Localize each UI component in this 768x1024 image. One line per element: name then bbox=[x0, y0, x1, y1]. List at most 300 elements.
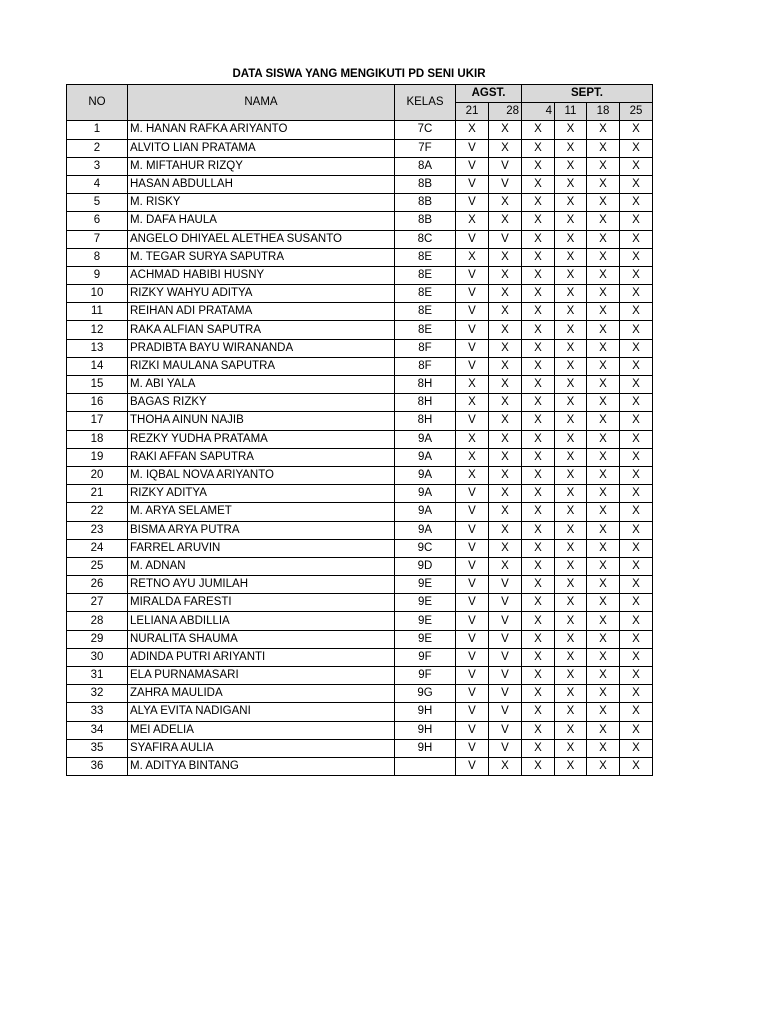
cell-attendance[interactable]: X bbox=[522, 466, 555, 484]
cell-no[interactable]: 30 bbox=[67, 648, 128, 666]
cell-no[interactable]: 29 bbox=[67, 630, 128, 648]
cell-attendance[interactable]: X bbox=[620, 175, 653, 193]
cell-attendance[interactable]: X bbox=[555, 757, 587, 775]
header-month-agst[interactable]: AGST. bbox=[456, 85, 522, 103]
cell-attendance[interactable]: X bbox=[587, 485, 620, 503]
cell-nama[interactable]: HASAN ABDULLAH bbox=[128, 175, 395, 193]
cell-attendance[interactable]: X bbox=[620, 503, 653, 521]
cell-kelas[interactable]: 9E bbox=[395, 630, 456, 648]
cell-attendance[interactable]: X bbox=[489, 557, 522, 575]
cell-kelas[interactable]: 9A bbox=[395, 448, 456, 466]
cell-nama[interactable]: RIZKY WAHYU ADITYA bbox=[128, 285, 395, 303]
cell-attendance[interactable]: X bbox=[555, 503, 587, 521]
cell-attendance[interactable]: X bbox=[522, 667, 555, 685]
cell-no[interactable]: 27 bbox=[67, 594, 128, 612]
cell-attendance[interactable]: X bbox=[555, 485, 587, 503]
cell-attendance[interactable]: V bbox=[456, 194, 489, 212]
cell-attendance[interactable]: X bbox=[489, 412, 522, 430]
cell-attendance[interactable]: X bbox=[620, 721, 653, 739]
cell-attendance[interactable]: X bbox=[620, 285, 653, 303]
cell-attendance[interactable]: V bbox=[489, 630, 522, 648]
cell-attendance[interactable]: X bbox=[489, 539, 522, 557]
cell-attendance[interactable]: V bbox=[456, 648, 489, 666]
cell-kelas[interactable]: 9F bbox=[395, 648, 456, 666]
cell-attendance[interactable]: X bbox=[489, 357, 522, 375]
cell-attendance[interactable]: X bbox=[522, 139, 555, 157]
cell-attendance[interactable]: X bbox=[522, 194, 555, 212]
cell-attendance[interactable]: X bbox=[620, 466, 653, 484]
cell-attendance[interactable]: X bbox=[555, 266, 587, 284]
cell-no[interactable]: 28 bbox=[67, 612, 128, 630]
cell-kelas[interactable]: 8E bbox=[395, 321, 456, 339]
cell-attendance[interactable]: X bbox=[620, 448, 653, 466]
cell-no[interactable]: 33 bbox=[67, 703, 128, 721]
cell-attendance[interactable]: V bbox=[489, 175, 522, 193]
cell-attendance[interactable]: X bbox=[587, 739, 620, 757]
cell-attendance[interactable]: X bbox=[587, 612, 620, 630]
cell-attendance[interactable]: X bbox=[522, 648, 555, 666]
cell-attendance[interactable]: X bbox=[522, 339, 555, 357]
cell-attendance[interactable]: V bbox=[456, 612, 489, 630]
cell-attendance[interactable]: V bbox=[456, 630, 489, 648]
cell-attendance[interactable]: X bbox=[587, 448, 620, 466]
cell-nama[interactable]: ALVITO LIAN PRATAMA bbox=[128, 139, 395, 157]
cell-nama[interactable]: MEI ADELIA bbox=[128, 721, 395, 739]
cell-attendance[interactable]: X bbox=[489, 194, 522, 212]
cell-attendance[interactable]: X bbox=[620, 121, 653, 139]
cell-attendance[interactable]: X bbox=[620, 194, 653, 212]
cell-attendance[interactable]: X bbox=[555, 339, 587, 357]
cell-attendance[interactable]: X bbox=[522, 430, 555, 448]
cell-nama[interactable]: SYAFIRA AULIA bbox=[128, 739, 395, 757]
cell-attendance[interactable]: X bbox=[587, 466, 620, 484]
cell-attendance[interactable]: X bbox=[587, 557, 620, 575]
cell-nama[interactable]: RAKI AFFAN SAPUTRA bbox=[128, 448, 395, 466]
cell-attendance[interactable]: V bbox=[456, 539, 489, 557]
cell-attendance[interactable]: X bbox=[620, 703, 653, 721]
cell-attendance[interactable]: X bbox=[555, 466, 587, 484]
cell-attendance[interactable]: X bbox=[555, 357, 587, 375]
cell-kelas[interactable]: 9G bbox=[395, 685, 456, 703]
cell-kelas[interactable]: 9F bbox=[395, 667, 456, 685]
cell-attendance[interactable]: X bbox=[555, 394, 587, 412]
cell-attendance[interactable]: X bbox=[620, 685, 653, 703]
cell-attendance[interactable]: X bbox=[587, 266, 620, 284]
header-date[interactable]: 28 bbox=[489, 103, 522, 121]
cell-attendance[interactable]: X bbox=[587, 357, 620, 375]
header-no[interactable]: NO bbox=[67, 85, 128, 121]
cell-attendance[interactable]: X bbox=[489, 248, 522, 266]
cell-no[interactable]: 17 bbox=[67, 412, 128, 430]
cell-kelas[interactable]: 9A bbox=[395, 485, 456, 503]
cell-attendance[interactable]: X bbox=[555, 321, 587, 339]
cell-nama[interactable]: M. RISKY bbox=[128, 194, 395, 212]
cell-kelas[interactable]: 8E bbox=[395, 303, 456, 321]
cell-nama[interactable]: RIZKY ADITYA bbox=[128, 485, 395, 503]
cell-attendance[interactable]: X bbox=[489, 266, 522, 284]
cell-attendance[interactable]: X bbox=[555, 721, 587, 739]
cell-attendance[interactable]: X bbox=[522, 248, 555, 266]
cell-attendance[interactable]: X bbox=[522, 721, 555, 739]
cell-kelas[interactable]: 9H bbox=[395, 721, 456, 739]
cell-attendance[interactable]: X bbox=[587, 521, 620, 539]
cell-no[interactable]: 6 bbox=[67, 212, 128, 230]
cell-no[interactable]: 11 bbox=[67, 303, 128, 321]
cell-attendance[interactable]: X bbox=[620, 230, 653, 248]
cell-attendance[interactable]: V bbox=[456, 757, 489, 775]
cell-attendance[interactable]: V bbox=[456, 266, 489, 284]
cell-attendance[interactable]: X bbox=[489, 521, 522, 539]
cell-attendance[interactable]: X bbox=[620, 630, 653, 648]
cell-nama[interactable]: RIZKI MAULANA SAPUTRA bbox=[128, 357, 395, 375]
cell-attendance[interactable]: X bbox=[522, 739, 555, 757]
cell-attendance[interactable]: V bbox=[456, 303, 489, 321]
header-date[interactable]: 18 bbox=[587, 103, 620, 121]
cell-nama[interactable]: THOHA AINUN NAJIB bbox=[128, 412, 395, 430]
cell-kelas[interactable] bbox=[395, 757, 456, 775]
cell-attendance[interactable]: V bbox=[456, 339, 489, 357]
cell-attendance[interactable]: V bbox=[456, 685, 489, 703]
cell-attendance[interactable]: X bbox=[456, 448, 489, 466]
cell-attendance[interactable]: X bbox=[489, 394, 522, 412]
cell-nama[interactable]: RETNO AYU JUMILAH bbox=[128, 576, 395, 594]
cell-attendance[interactable]: X bbox=[587, 139, 620, 157]
cell-nama[interactable]: NURALITA SHAUMA bbox=[128, 630, 395, 648]
cell-nama[interactable]: M. ADITYA BINTANG bbox=[128, 757, 395, 775]
cell-nama[interactable]: FARREL ARUVIN bbox=[128, 539, 395, 557]
cell-no[interactable]: 15 bbox=[67, 376, 128, 394]
cell-nama[interactable]: LELIANA ABDILLIA bbox=[128, 612, 395, 630]
cell-attendance[interactable]: V bbox=[489, 667, 522, 685]
cell-attendance[interactable]: X bbox=[489, 448, 522, 466]
cell-attendance[interactable]: X bbox=[489, 285, 522, 303]
cell-no[interactable]: 5 bbox=[67, 194, 128, 212]
cell-attendance[interactable]: V bbox=[489, 230, 522, 248]
cell-attendance[interactable]: X bbox=[489, 321, 522, 339]
cell-nama[interactable]: ELA PURNAMASARI bbox=[128, 667, 395, 685]
cell-kelas[interactable]: 8F bbox=[395, 357, 456, 375]
cell-attendance[interactable]: V bbox=[456, 667, 489, 685]
cell-no[interactable]: 20 bbox=[67, 466, 128, 484]
cell-kelas[interactable]: 9A bbox=[395, 503, 456, 521]
cell-attendance[interactable]: X bbox=[587, 430, 620, 448]
cell-attendance[interactable]: X bbox=[587, 412, 620, 430]
cell-attendance[interactable]: X bbox=[522, 376, 555, 394]
cell-attendance[interactable]: X bbox=[522, 357, 555, 375]
cell-nama[interactable]: M. ARYA SELAMET bbox=[128, 503, 395, 521]
cell-no[interactable]: 10 bbox=[67, 285, 128, 303]
cell-attendance[interactable]: X bbox=[620, 266, 653, 284]
cell-attendance[interactable]: X bbox=[522, 757, 555, 775]
cell-attendance[interactable]: X bbox=[456, 430, 489, 448]
cell-attendance[interactable]: X bbox=[522, 121, 555, 139]
cell-attendance[interactable]: X bbox=[587, 703, 620, 721]
cell-attendance[interactable]: X bbox=[620, 321, 653, 339]
cell-no[interactable]: 34 bbox=[67, 721, 128, 739]
cell-attendance[interactable]: V bbox=[489, 739, 522, 757]
cell-attendance[interactable]: X bbox=[587, 248, 620, 266]
cell-attendance[interactable]: X bbox=[555, 557, 587, 575]
cell-kelas[interactable]: 7F bbox=[395, 139, 456, 157]
cell-attendance[interactable]: X bbox=[620, 539, 653, 557]
cell-attendance[interactable]: X bbox=[489, 430, 522, 448]
cell-attendance[interactable]: X bbox=[489, 757, 522, 775]
cell-no[interactable]: 14 bbox=[67, 357, 128, 375]
cell-attendance[interactable]: X bbox=[587, 667, 620, 685]
cell-nama[interactable]: PRADIBTA BAYU WIRANANDA bbox=[128, 339, 395, 357]
cell-kelas[interactable]: 8E bbox=[395, 266, 456, 284]
cell-attendance[interactable]: X bbox=[522, 285, 555, 303]
cell-nama[interactable]: ANGELO DHIYAEL ALETHEA SUSANTO bbox=[128, 230, 395, 248]
cell-no[interactable]: 21 bbox=[67, 485, 128, 503]
cell-attendance[interactable]: V bbox=[456, 157, 489, 175]
cell-no[interactable]: 19 bbox=[67, 448, 128, 466]
cell-attendance[interactable]: X bbox=[555, 121, 587, 139]
cell-no[interactable]: 4 bbox=[67, 175, 128, 193]
cell-attendance[interactable]: X bbox=[489, 485, 522, 503]
cell-attendance[interactable]: X bbox=[522, 394, 555, 412]
cell-nama[interactable]: REIHAN ADI PRATAMA bbox=[128, 303, 395, 321]
cell-attendance[interactable]: X bbox=[587, 230, 620, 248]
header-date[interactable]: 4 bbox=[522, 103, 555, 121]
cell-attendance[interactable]: V bbox=[456, 521, 489, 539]
cell-nama[interactable]: M. ABI YALA bbox=[128, 376, 395, 394]
cell-attendance[interactable]: V bbox=[456, 357, 489, 375]
cell-attendance[interactable]: X bbox=[587, 394, 620, 412]
cell-attendance[interactable]: X bbox=[522, 175, 555, 193]
cell-attendance[interactable]: X bbox=[555, 667, 587, 685]
cell-attendance[interactable]: X bbox=[620, 557, 653, 575]
cell-attendance[interactable]: V bbox=[489, 703, 522, 721]
cell-kelas[interactable]: 8H bbox=[395, 412, 456, 430]
cell-attendance[interactable]: X bbox=[555, 157, 587, 175]
cell-attendance[interactable]: X bbox=[456, 466, 489, 484]
cell-attendance[interactable]: V bbox=[456, 576, 489, 594]
cell-attendance[interactable]: V bbox=[456, 557, 489, 575]
cell-attendance[interactable]: X bbox=[489, 121, 522, 139]
cell-attendance[interactable]: X bbox=[555, 412, 587, 430]
cell-attendance[interactable]: X bbox=[522, 557, 555, 575]
cell-attendance[interactable]: X bbox=[587, 594, 620, 612]
cell-attendance[interactable]: X bbox=[522, 503, 555, 521]
cell-attendance[interactable]: X bbox=[587, 757, 620, 775]
cell-attendance[interactable]: V bbox=[489, 612, 522, 630]
cell-nama[interactable]: BISMA ARYA PUTRA bbox=[128, 521, 395, 539]
cell-attendance[interactable]: X bbox=[620, 576, 653, 594]
cell-nama[interactable]: M. TEGAR SURYA SAPUTRA bbox=[128, 248, 395, 266]
cell-no[interactable]: 18 bbox=[67, 430, 128, 448]
cell-attendance[interactable]: X bbox=[489, 339, 522, 357]
cell-no[interactable]: 22 bbox=[67, 503, 128, 521]
cell-attendance[interactable]: X bbox=[456, 376, 489, 394]
cell-attendance[interactable]: X bbox=[522, 594, 555, 612]
cell-nama[interactable]: BAGAS RIZKY bbox=[128, 394, 395, 412]
cell-attendance[interactable]: X bbox=[522, 321, 555, 339]
cell-no[interactable]: 8 bbox=[67, 248, 128, 266]
cell-attendance[interactable]: X bbox=[620, 303, 653, 321]
cell-attendance[interactable]: X bbox=[587, 321, 620, 339]
cell-kelas[interactable]: 8B bbox=[395, 212, 456, 230]
header-nama[interactable]: NAMA bbox=[128, 85, 395, 121]
cell-nama[interactable]: M. HANAN RAFKA ARIYANTO bbox=[128, 121, 395, 139]
cell-attendance[interactable]: X bbox=[587, 721, 620, 739]
cell-attendance[interactable]: X bbox=[489, 139, 522, 157]
cell-attendance[interactable]: X bbox=[522, 230, 555, 248]
cell-no[interactable]: 23 bbox=[67, 521, 128, 539]
cell-kelas[interactable]: 8E bbox=[395, 285, 456, 303]
cell-nama[interactable]: REZKY YUDHA PRATAMA bbox=[128, 430, 395, 448]
cell-attendance[interactable]: X bbox=[522, 448, 555, 466]
cell-attendance[interactable]: X bbox=[489, 303, 522, 321]
cell-attendance[interactable]: X bbox=[620, 412, 653, 430]
cell-no[interactable]: 13 bbox=[67, 339, 128, 357]
cell-attendance[interactable]: V bbox=[489, 648, 522, 666]
cell-no[interactable]: 12 bbox=[67, 321, 128, 339]
cell-attendance[interactable]: X bbox=[587, 339, 620, 357]
cell-kelas[interactable]: 8A bbox=[395, 157, 456, 175]
cell-attendance[interactable]: X bbox=[555, 248, 587, 266]
cell-no[interactable]: 32 bbox=[67, 685, 128, 703]
cell-no[interactable]: 3 bbox=[67, 157, 128, 175]
cell-attendance[interactable]: X bbox=[587, 212, 620, 230]
cell-attendance[interactable]: X bbox=[587, 303, 620, 321]
cell-attendance[interactable]: X bbox=[620, 248, 653, 266]
cell-attendance[interactable]: X bbox=[620, 430, 653, 448]
cell-kelas[interactable]: 8C bbox=[395, 230, 456, 248]
cell-attendance[interactable]: X bbox=[620, 212, 653, 230]
cell-attendance[interactable]: V bbox=[456, 703, 489, 721]
cell-attendance[interactable]: X bbox=[489, 466, 522, 484]
cell-attendance[interactable]: X bbox=[620, 157, 653, 175]
cell-kelas[interactable]: 8H bbox=[395, 394, 456, 412]
cell-attendance[interactable]: X bbox=[555, 430, 587, 448]
cell-attendance[interactable]: X bbox=[620, 394, 653, 412]
cell-attendance[interactable]: X bbox=[620, 357, 653, 375]
cell-attendance[interactable]: X bbox=[587, 648, 620, 666]
cell-attendance[interactable]: X bbox=[555, 285, 587, 303]
cell-attendance[interactable]: X bbox=[620, 739, 653, 757]
cell-kelas[interactable]: 8H bbox=[395, 376, 456, 394]
cell-no[interactable]: 25 bbox=[67, 557, 128, 575]
cell-attendance[interactable]: X bbox=[555, 521, 587, 539]
cell-no[interactable]: 9 bbox=[67, 266, 128, 284]
cell-nama[interactable]: ZAHRA MAULIDA bbox=[128, 685, 395, 703]
cell-attendance[interactable]: X bbox=[587, 285, 620, 303]
cell-kelas[interactable]: 9H bbox=[395, 739, 456, 757]
cell-attendance[interactable]: X bbox=[522, 266, 555, 284]
header-date[interactable]: 25 bbox=[620, 103, 653, 121]
cell-attendance[interactable]: X bbox=[587, 194, 620, 212]
header-month-sept[interactable]: SEPT. bbox=[522, 85, 653, 103]
cell-attendance[interactable]: X bbox=[587, 121, 620, 139]
cell-attendance[interactable]: X bbox=[555, 612, 587, 630]
cell-attendance[interactable]: V bbox=[456, 485, 489, 503]
cell-nama[interactable]: ACHMAD HABIBI HUSNY bbox=[128, 266, 395, 284]
cell-attendance[interactable]: V bbox=[489, 594, 522, 612]
cell-kelas[interactable]: 8F bbox=[395, 339, 456, 357]
cell-attendance[interactable]: X bbox=[587, 576, 620, 594]
cell-attendance[interactable]: X bbox=[522, 485, 555, 503]
cell-kelas[interactable]: 8E bbox=[395, 248, 456, 266]
cell-attendance[interactable]: X bbox=[522, 685, 555, 703]
cell-attendance[interactable]: V bbox=[456, 321, 489, 339]
cell-nama[interactable]: RAKA ALFIAN SAPUTRA bbox=[128, 321, 395, 339]
cell-kelas[interactable]: 8B bbox=[395, 194, 456, 212]
cell-attendance[interactable]: X bbox=[620, 648, 653, 666]
cell-attendance[interactable]: V bbox=[456, 721, 489, 739]
cell-attendance[interactable]: X bbox=[555, 630, 587, 648]
cell-attendance[interactable]: X bbox=[555, 703, 587, 721]
cell-no[interactable]: 35 bbox=[67, 739, 128, 757]
cell-attendance[interactable]: X bbox=[555, 376, 587, 394]
cell-attendance[interactable]: X bbox=[555, 139, 587, 157]
cell-no[interactable]: 31 bbox=[67, 667, 128, 685]
cell-attendance[interactable]: X bbox=[522, 612, 555, 630]
cell-attendance[interactable]: X bbox=[489, 376, 522, 394]
cell-kelas[interactable]: 9E bbox=[395, 594, 456, 612]
cell-attendance[interactable]: X bbox=[620, 521, 653, 539]
cell-attendance[interactable]: X bbox=[620, 485, 653, 503]
cell-kelas[interactable]: 9C bbox=[395, 539, 456, 557]
cell-attendance[interactable]: X bbox=[620, 339, 653, 357]
cell-attendance[interactable]: X bbox=[555, 448, 587, 466]
cell-attendance[interactable]: X bbox=[522, 412, 555, 430]
cell-attendance[interactable]: V bbox=[456, 739, 489, 757]
cell-attendance[interactable]: X bbox=[587, 685, 620, 703]
cell-attendance[interactable]: X bbox=[456, 121, 489, 139]
cell-attendance[interactable]: X bbox=[620, 612, 653, 630]
cell-no[interactable]: 1 bbox=[67, 121, 128, 139]
cell-attendance[interactable]: V bbox=[489, 576, 522, 594]
cell-nama[interactable]: MIRALDA FARESTI bbox=[128, 594, 395, 612]
cell-attendance[interactable]: X bbox=[555, 175, 587, 193]
cell-attendance[interactable]: X bbox=[620, 594, 653, 612]
cell-attendance[interactable]: X bbox=[522, 212, 555, 230]
cell-attendance[interactable]: X bbox=[555, 648, 587, 666]
cell-attendance[interactable]: X bbox=[555, 576, 587, 594]
cell-attendance[interactable]: X bbox=[587, 157, 620, 175]
cell-attendance[interactable]: X bbox=[522, 521, 555, 539]
cell-attendance[interactable]: X bbox=[620, 376, 653, 394]
cell-kelas[interactable]: 9H bbox=[395, 703, 456, 721]
cell-attendance[interactable]: V bbox=[489, 721, 522, 739]
cell-attendance[interactable]: X bbox=[587, 503, 620, 521]
cell-kelas[interactable]: 9D bbox=[395, 557, 456, 575]
cell-kelas[interactable]: 9A bbox=[395, 466, 456, 484]
cell-attendance[interactable]: X bbox=[522, 539, 555, 557]
cell-nama[interactable]: M. DAFA HAULA bbox=[128, 212, 395, 230]
cell-attendance[interactable]: X bbox=[555, 230, 587, 248]
cell-attendance[interactable]: X bbox=[555, 194, 587, 212]
cell-attendance[interactable]: X bbox=[522, 303, 555, 321]
cell-attendance[interactable]: V bbox=[456, 594, 489, 612]
cell-attendance[interactable]: X bbox=[489, 503, 522, 521]
cell-attendance[interactable]: X bbox=[555, 539, 587, 557]
cell-attendance[interactable]: X bbox=[456, 212, 489, 230]
cell-attendance[interactable]: X bbox=[587, 175, 620, 193]
cell-attendance[interactable]: X bbox=[555, 594, 587, 612]
cell-attendance[interactable]: V bbox=[456, 175, 489, 193]
cell-no[interactable]: 7 bbox=[67, 230, 128, 248]
cell-attendance[interactable]: X bbox=[587, 539, 620, 557]
cell-attendance[interactable]: X bbox=[555, 685, 587, 703]
header-date[interactable]: 21 bbox=[456, 103, 489, 121]
cell-attendance[interactable]: X bbox=[587, 630, 620, 648]
cell-attendance[interactable]: V bbox=[456, 503, 489, 521]
cell-kelas[interactable]: 9E bbox=[395, 612, 456, 630]
cell-no[interactable]: 2 bbox=[67, 139, 128, 157]
cell-nama[interactable]: M. ADNAN bbox=[128, 557, 395, 575]
